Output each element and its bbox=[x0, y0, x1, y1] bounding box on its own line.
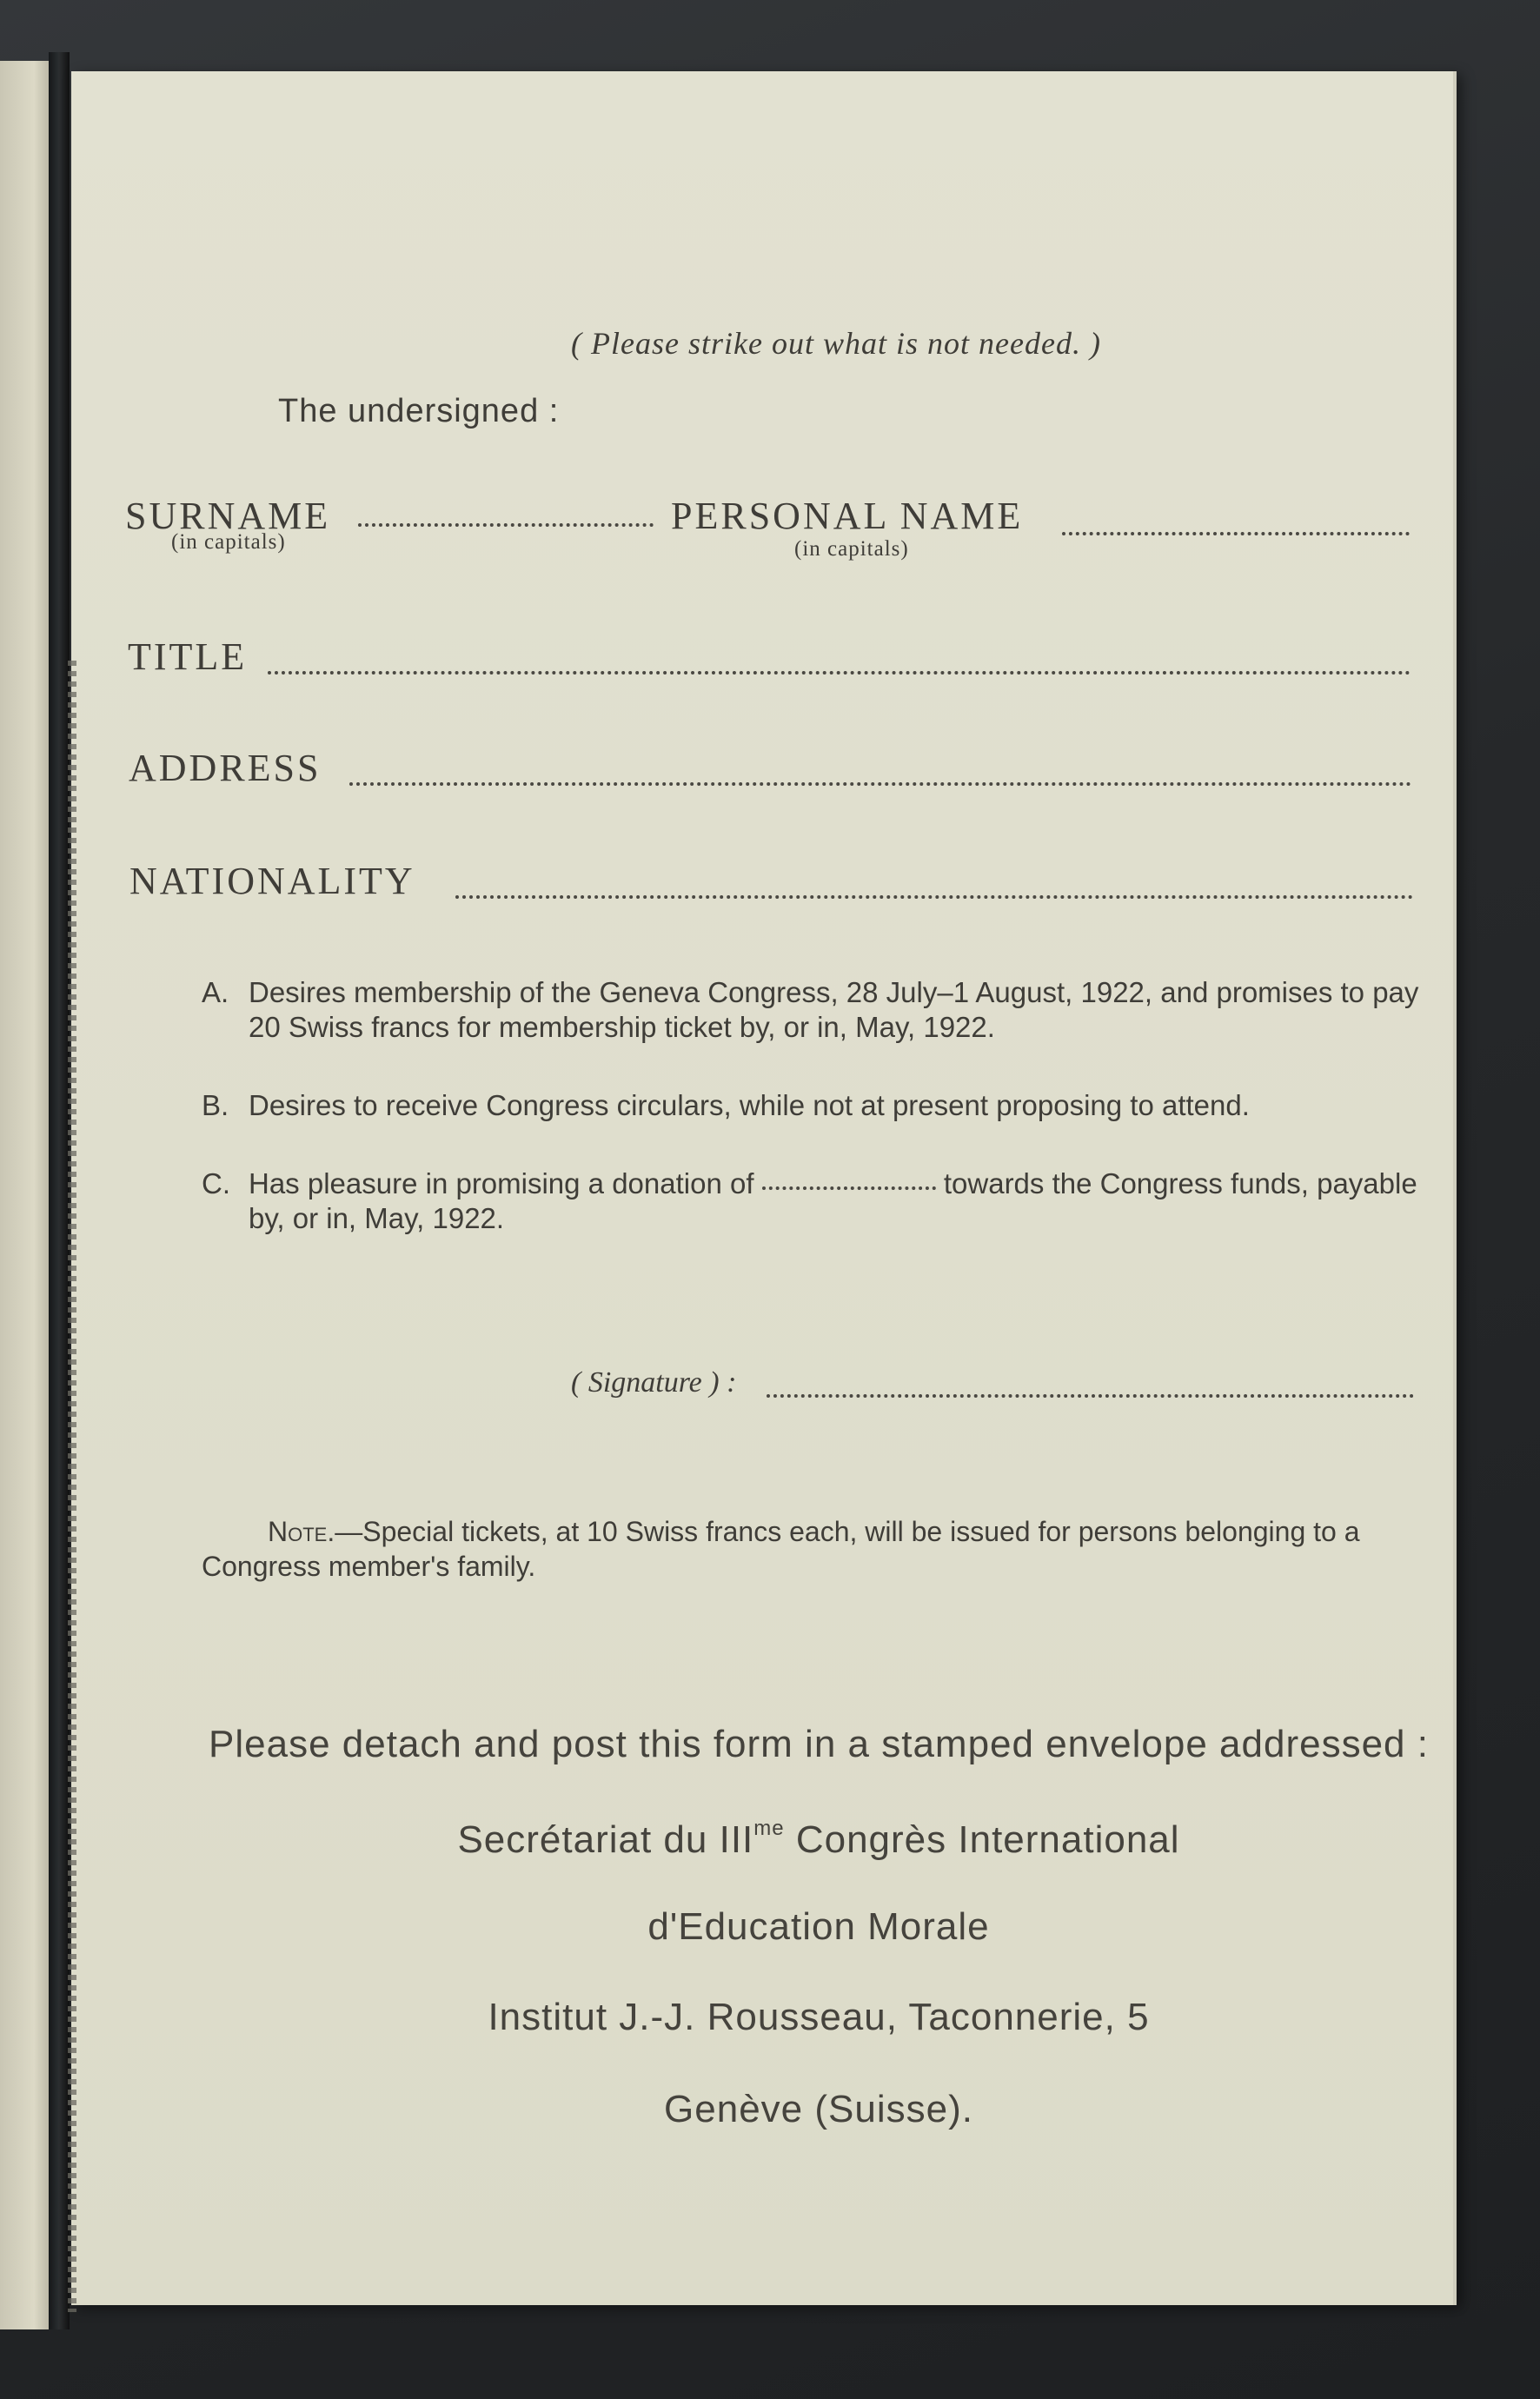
form-page bbox=[71, 71, 1457, 2305]
intro-text: The undersigned : bbox=[278, 393, 560, 429]
facing-page-edge bbox=[0, 61, 49, 2329]
note-text: —Special tickets, at 10 Swiss francs each, will be issued for persons belonging to a Congress member's family. bbox=[202, 1516, 1360, 1582]
mailing-instruction: Please detach and post this form in a stamped envelope addressed : bbox=[209, 1723, 1429, 1765]
address-line-institute: Institut J.-J. Rousseau, Taconnerie, 5 bbox=[488, 1996, 1150, 2038]
option-b bbox=[202, 1088, 1436, 1123]
option-c-text-before: Has pleasure in promising a donation of bbox=[249, 1167, 754, 1200]
strike-out-instruction: ( Please strike out what is not needed. ) bbox=[571, 326, 1101, 361]
note-paragraph bbox=[202, 1514, 1436, 1584]
address-line-secretariat bbox=[176, 1817, 1462, 1862]
binding-stitches bbox=[68, 661, 76, 2312]
book-binding bbox=[49, 52, 70, 2329]
option-c-key: C. bbox=[202, 1167, 230, 1200]
nationality-blank[interactable] bbox=[455, 895, 1413, 899]
personal-name-label: PERSONAL NAME bbox=[671, 495, 1024, 537]
address-line-secretariat-sup: me bbox=[753, 1817, 785, 1840]
surname-blank[interactable] bbox=[358, 523, 654, 527]
surname-hint: (in capitals) bbox=[171, 530, 286, 554]
donation-amount-blank[interactable] bbox=[762, 1186, 936, 1190]
signature-blank[interactable] bbox=[767, 1394, 1414, 1398]
personal-name-hint: (in capitals) bbox=[794, 537, 909, 561]
note-label: Note. bbox=[268, 1516, 335, 1547]
personal-name-blank[interactable] bbox=[1062, 532, 1410, 535]
option-a bbox=[202, 975, 1436, 1045]
option-a-text: Desires membership of the Geneva Congress, 28 July–1 August, 1922, and promises to pay 20 Swiss francs for membership ticket by, or in, May, 1922. bbox=[249, 976, 1419, 1043]
address-line-secretariat-pre: Secrétariat du III bbox=[457, 1818, 754, 1861]
address-blank[interactable] bbox=[349, 782, 1411, 786]
option-b-key: B. bbox=[202, 1089, 229, 1121]
address-line-organization: d'Education Morale bbox=[647, 1905, 990, 1948]
surname-label: SURNAME bbox=[125, 495, 331, 537]
title-blank[interactable] bbox=[268, 671, 1411, 675]
option-a-key: A. bbox=[202, 976, 229, 1008]
nationality-label: NATIONALITY bbox=[129, 860, 415, 902]
signature-label: ( Signature ) : bbox=[571, 1366, 737, 1399]
option-b-text: Desires to receive Congress circulars, while not at present proposing to attend. bbox=[249, 1089, 1250, 1121]
address-label: ADDRESS bbox=[129, 747, 322, 789]
option-c-text-after: towards the Congress funds, payable by, or in, May, 1922. bbox=[249, 1167, 1417, 1234]
address-line-secretariat-post: Congrès International bbox=[784, 1818, 1180, 1861]
address-line-city: Genève (Suisse). bbox=[664, 2088, 973, 2130]
title-label: TITLE bbox=[128, 635, 248, 678]
option-c bbox=[202, 1166, 1436, 1236]
